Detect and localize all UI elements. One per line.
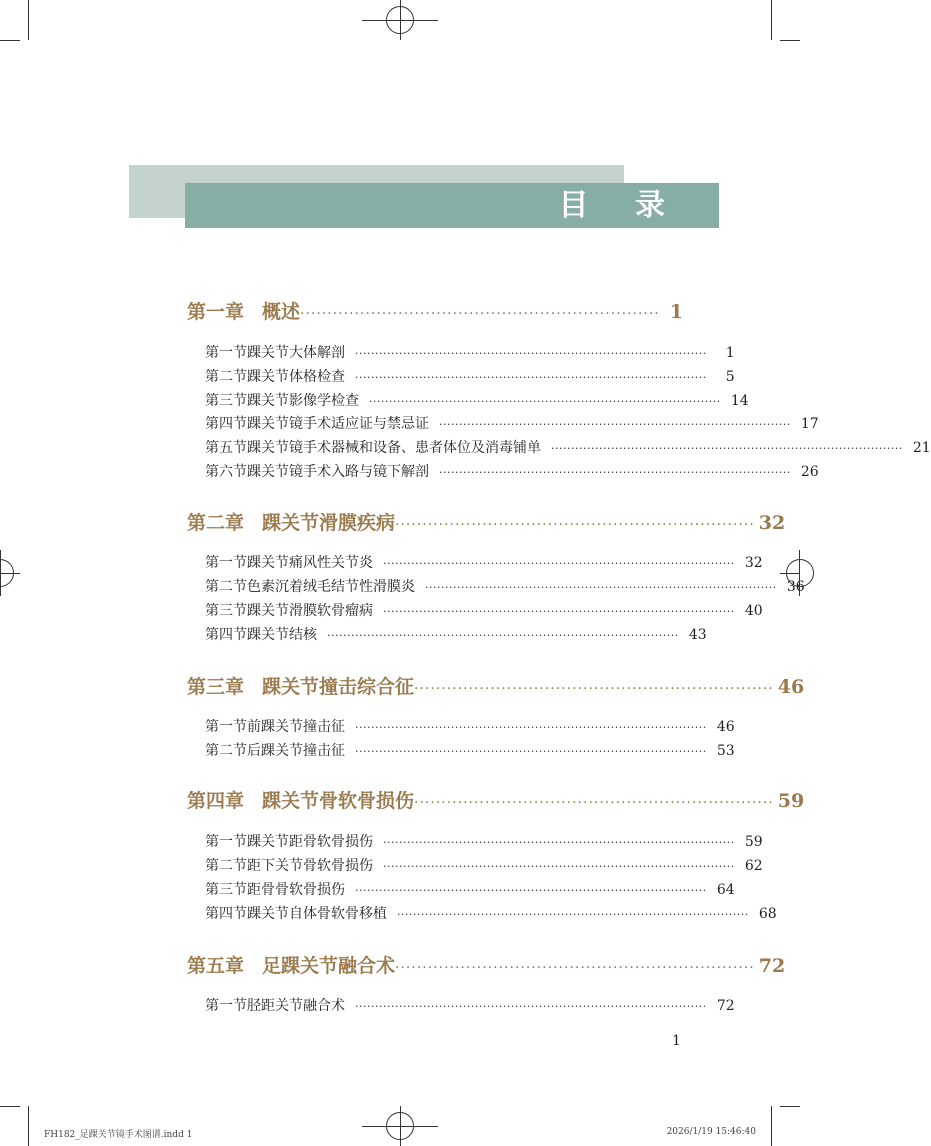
section-number: 第四节 bbox=[205, 627, 247, 643]
crop-mark bbox=[771, 0, 772, 40]
toc-chapter[interactable] bbox=[187, 509, 786, 537]
section-title: 色素沉着绒毛结节性滑膜炎 bbox=[247, 579, 415, 595]
dot-leader: ·································································· bbox=[395, 517, 755, 533]
dot-leader: ························································································ bbox=[355, 884, 707, 897]
section-number: 第二节 bbox=[205, 369, 247, 385]
toc-section[interactable] bbox=[205, 856, 763, 876]
section-title: 踝关节滑膜软骨瘤病 bbox=[247, 603, 373, 619]
section-number: 第三节 bbox=[205, 882, 247, 898]
section-page: 64 bbox=[716, 882, 735, 898]
dot-leader: ························································································ bbox=[383, 836, 735, 849]
dot-leader: ························································································ bbox=[425, 581, 777, 594]
toc-section[interactable] bbox=[205, 717, 735, 737]
slug-filename: FH182_足踝关节镜手术图谱.indd 1 bbox=[44, 1130, 193, 1140]
toc-section[interactable] bbox=[205, 601, 763, 621]
chapter-page: 59 bbox=[777, 790, 805, 812]
chapter-title: 概述 bbox=[262, 301, 301, 323]
toc-section[interactable] bbox=[205, 462, 819, 482]
section-page: 1 bbox=[725, 345, 735, 361]
section-title: 踝关节大体解剖 bbox=[247, 345, 345, 361]
dot-leader: ························································································ bbox=[439, 466, 791, 479]
dot-leader: ························································································ bbox=[369, 395, 721, 408]
section-number: 第一节 bbox=[205, 345, 247, 361]
chapter-number: 第一章 bbox=[187, 301, 245, 323]
section-page: 5 bbox=[725, 369, 735, 385]
section-title: 踝关节镜手术入路与镜下解剖 bbox=[247, 464, 429, 480]
crop-mark bbox=[0, 40, 20, 41]
dot-leader: ························································································ bbox=[355, 347, 707, 360]
section-title: 踝关节影像学检查 bbox=[247, 393, 359, 409]
toc-chapter[interactable] bbox=[187, 673, 805, 701]
section-title: 距下关节骨软骨损伤 bbox=[247, 858, 373, 874]
chapter-title: 足踝关节融合术 bbox=[262, 955, 396, 977]
chapter-number: 第四章 bbox=[187, 790, 245, 812]
section-title: 踝关节自体骨软骨移植 bbox=[247, 906, 387, 922]
page-number: 1 bbox=[672, 1033, 681, 1049]
crop-mark bbox=[780, 1106, 800, 1107]
dot-leader: ·································································· bbox=[395, 960, 755, 976]
chapter-page: 72 bbox=[758, 955, 786, 977]
chapter-number: 第二章 bbox=[187, 512, 245, 534]
page-title: 目 录 bbox=[558, 188, 683, 223]
section-page: 14 bbox=[730, 393, 749, 409]
dot-leader: ·································································· bbox=[414, 795, 774, 811]
title-banner bbox=[185, 183, 719, 228]
toc-section[interactable] bbox=[205, 741, 735, 761]
section-title: 踝关节距骨软骨损伤 bbox=[247, 834, 373, 850]
toc-section[interactable] bbox=[205, 438, 931, 458]
toc-chapter[interactable] bbox=[187, 298, 683, 326]
section-number: 第一节 bbox=[205, 555, 247, 571]
registration-line bbox=[400, 0, 401, 40]
section-number: 第五节 bbox=[205, 440, 247, 456]
crop-mark bbox=[771, 1106, 772, 1146]
registration-line bbox=[400, 1106, 401, 1146]
section-page: 21 bbox=[912, 440, 931, 456]
section-title: 胫距关节融合术 bbox=[247, 998, 345, 1014]
toc-chapter[interactable] bbox=[187, 952, 786, 980]
chapter-title: 踝关节滑膜疾病 bbox=[262, 512, 396, 534]
section-title: 踝关节结核 bbox=[247, 627, 317, 643]
section-title: 踝关节镜手术适应证与禁忌证 bbox=[247, 416, 429, 432]
toc-section[interactable] bbox=[205, 367, 735, 387]
section-page: 26 bbox=[800, 464, 819, 480]
toc-section[interactable] bbox=[205, 625, 707, 645]
section-number: 第三节 bbox=[205, 603, 247, 619]
section-number: 第四节 bbox=[205, 906, 247, 922]
chapter-number: 第五章 bbox=[187, 955, 245, 977]
dot-leader: ························································································ bbox=[383, 605, 735, 618]
dot-leader: ························································································ bbox=[551, 442, 903, 455]
section-title: 前踝关节撞击征 bbox=[247, 719, 345, 735]
dot-leader: ························································································ bbox=[355, 1000, 707, 1013]
section-page: 32 bbox=[744, 555, 763, 571]
section-page: 40 bbox=[744, 603, 763, 619]
dot-leader: ························································································ bbox=[355, 721, 707, 734]
section-title: 踝关节体格检查 bbox=[247, 369, 345, 385]
crop-mark bbox=[28, 1106, 29, 1146]
section-number: 第二节 bbox=[205, 579, 247, 595]
registration-line bbox=[0, 550, 1, 596]
chapter-title: 踝关节骨软骨损伤 bbox=[262, 790, 415, 812]
dot-leader: ························································································ bbox=[397, 908, 749, 921]
section-number: 第二节 bbox=[205, 743, 247, 759]
section-number: 第一节 bbox=[205, 719, 247, 735]
crop-mark bbox=[780, 40, 800, 41]
section-title: 踝关节痛风性关节炎 bbox=[247, 555, 373, 571]
section-page: 43 bbox=[688, 627, 707, 643]
section-number: 第三节 bbox=[205, 393, 247, 409]
dot-leader: ························································································ bbox=[355, 371, 707, 384]
toc-section[interactable] bbox=[205, 832, 763, 852]
slug-timestamp: 2026/1/19 15:46:40 bbox=[666, 1127, 756, 1137]
dot-leader: ························································································ bbox=[355, 745, 707, 758]
section-page: 72 bbox=[716, 998, 735, 1014]
section-title: 踝关节镜手术器械和设备、患者体位及消毒铺单 bbox=[247, 440, 541, 456]
dot-leader: ·································································· bbox=[300, 306, 660, 322]
section-page: 46 bbox=[716, 719, 735, 735]
section-number: 第一节 bbox=[205, 998, 247, 1014]
toc-section[interactable] bbox=[205, 414, 819, 434]
section-page: 36 bbox=[786, 579, 805, 595]
section-page: 53 bbox=[716, 743, 735, 759]
section-page: 62 bbox=[744, 858, 763, 874]
dot-leader: ·································································· bbox=[414, 681, 774, 697]
toc-chapter[interactable] bbox=[187, 787, 805, 815]
toc-section[interactable] bbox=[205, 343, 735, 363]
dot-leader: ························································································ bbox=[439, 418, 791, 431]
chapter-page: 1 bbox=[669, 301, 683, 323]
crop-mark bbox=[0, 1106, 20, 1107]
dot-leader: ························································································ bbox=[383, 557, 735, 570]
section-title: 距骨骨软骨损伤 bbox=[247, 882, 345, 898]
section-page: 68 bbox=[758, 906, 777, 922]
chapter-page: 32 bbox=[758, 512, 786, 534]
toc-section[interactable] bbox=[205, 577, 805, 597]
dot-leader: ························································································ bbox=[383, 860, 735, 873]
registration-line bbox=[0, 573, 20, 574]
chapter-title: 踝关节撞击综合征 bbox=[262, 676, 415, 698]
section-number: 第四节 bbox=[205, 416, 247, 432]
toc-section[interactable] bbox=[205, 391, 749, 411]
toc-section[interactable] bbox=[205, 880, 735, 900]
registration-line bbox=[780, 573, 800, 574]
toc-section[interactable] bbox=[205, 996, 735, 1016]
crop-mark bbox=[28, 0, 29, 40]
dot-leader: ························································································ bbox=[327, 629, 679, 642]
section-number: 第二节 bbox=[205, 858, 247, 874]
section-title: 后踝关节撞击征 bbox=[247, 743, 345, 759]
section-page: 17 bbox=[800, 416, 819, 432]
chapter-number: 第三章 bbox=[187, 676, 245, 698]
section-page: 59 bbox=[744, 834, 763, 850]
section-number: 第一节 bbox=[205, 834, 247, 850]
section-number: 第六节 bbox=[205, 464, 247, 480]
chapter-page: 46 bbox=[777, 676, 805, 698]
toc-section[interactable] bbox=[205, 553, 763, 573]
toc-section[interactable] bbox=[205, 904, 777, 924]
